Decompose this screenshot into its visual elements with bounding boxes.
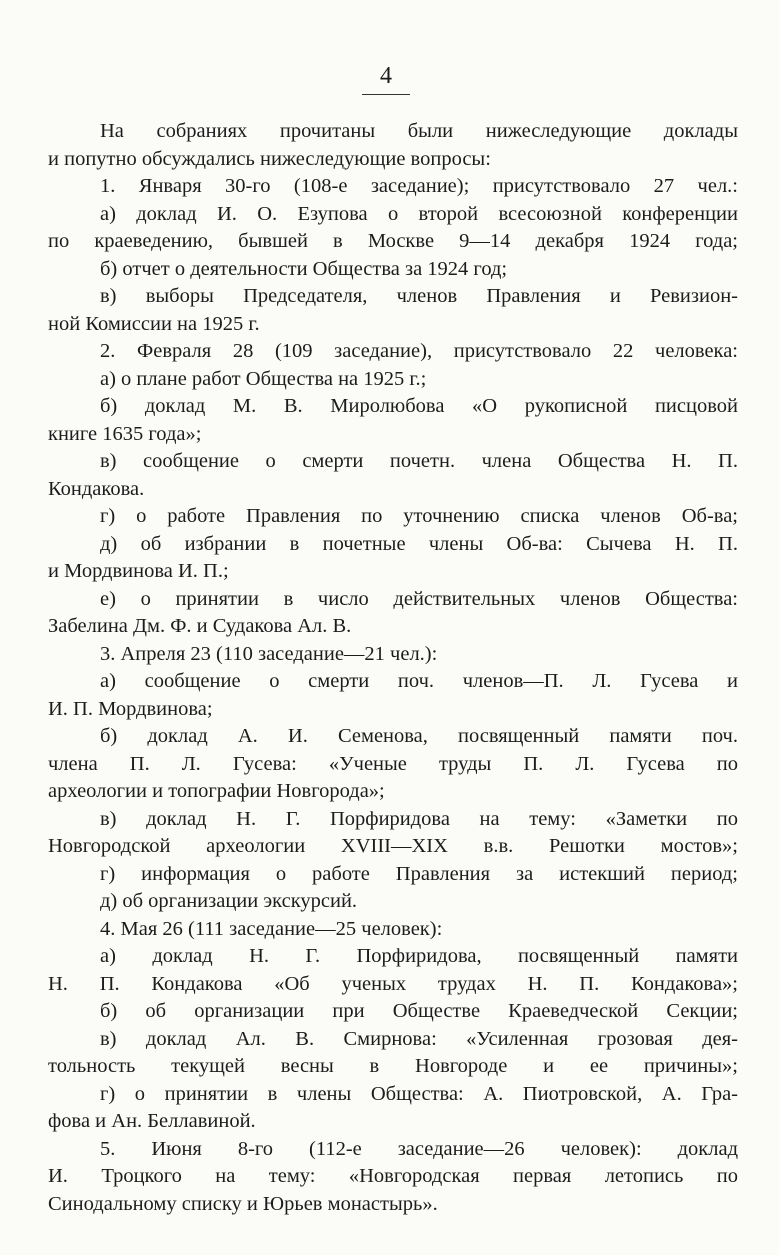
text-line: по краеведению, бывшей в Москве 9—14 декабря 1924 года; xyxy=(48,230,738,252)
text-line: 2. Февраля 28 (109 заседание), присутствовало 22 человека: xyxy=(100,340,738,362)
text-line: 4. Мая 26 (111 заседание—25 человек): xyxy=(100,917,443,940)
text-line: в) выборы Председателя, членов Правления и Ревизион- xyxy=(100,285,738,307)
text-line: члена П. Л. Гусева: «Ученые труды П. Л. Гусева по xyxy=(48,752,738,775)
text-line: Синодальному списку и Юрьев монастырь». xyxy=(48,1192,438,1215)
text-line: д) об организации экскурсий. xyxy=(100,890,358,912)
text-line: б) доклад М. В. Миролюбова «О рукописной писцовой xyxy=(100,395,738,417)
text-line: ной Комиссии на 1925 г. xyxy=(48,312,260,335)
text-line: и попутно обсуждались нижеследующие вопросы: xyxy=(48,147,491,170)
text-line: е) о принятии в число действительных членов Общества: xyxy=(100,587,738,610)
text-line: и Мордвинова И. П.; xyxy=(48,560,229,582)
text-line: 1. Января 30-го (108-е заседание); присутствовало 27 чел.: xyxy=(100,175,738,197)
text-line: а) доклад Н. Г. Порфиридова, посвященный памяти xyxy=(100,945,738,967)
text-line: И. П. Мордвинова; xyxy=(48,697,213,720)
text-line: Кондакова. xyxy=(48,477,145,500)
text-line: в) доклад Ал. В. Смирнова: «Усиленная грозовая дея- xyxy=(100,1027,738,1050)
text-line: И. Троцкого на тему: «Новгородская первая летопись по xyxy=(48,1165,738,1187)
text-line: г) информация о работе Правления за истекший период; xyxy=(100,862,738,885)
text-line: Забелина Дм. Ф. и Судакова Ал. В. xyxy=(48,615,352,637)
text-line: 3. Апреля 23 (110 заседание—21 чел.): xyxy=(100,642,438,665)
text-line: б) доклад А. И. Семенова, посвященный памяти поч. xyxy=(100,725,738,747)
page-number: 4 xyxy=(380,63,392,89)
text-line: тольность текущей весны в Новгороде и ее причины»; xyxy=(48,1055,738,1077)
page-number-rule xyxy=(362,94,410,95)
text-line: фова и Ан. Беллавиной. xyxy=(48,1110,256,1132)
text-line: Новгородской археологии XVIII—XIX в.в. Решотки мостов»; xyxy=(48,835,738,857)
text-line: д) об избрании в почетные члены Об-ва: Сычева Н. П. xyxy=(100,532,738,555)
text-line: книге 1635 года»; xyxy=(48,422,202,445)
text-line: б) об организации при Обществе Краеведческой Секции; xyxy=(100,1000,738,1022)
text-line: в) доклад Н. Г. Порфиридова на тему: «Заметки по xyxy=(100,807,738,830)
text-line: 5. Июня 8-го (112-е заседание—26 человек): доклад xyxy=(100,1137,738,1160)
text-line: г) о работе Правления по уточнению списка членов Об-ва; xyxy=(100,505,738,527)
text-line: На собраниях прочитаны были нижеследующие доклады xyxy=(100,120,738,142)
text-line: а) о плане работ Общества на 1925 г.; xyxy=(100,367,427,390)
body-text xyxy=(48,118,738,1218)
text-line: Н. П. Кондакова «Об ученых трудах Н. П. Кондакова»; xyxy=(48,972,738,995)
text-line: г) о принятии в члены Общества: А. Пиотровской, А. Гра- xyxy=(100,1082,738,1105)
text-line: в) сообщение о смерти почетн. члена Общества Н. П. xyxy=(100,450,738,472)
text-line: б) отчет о деятельности Общества за 1924 год; xyxy=(100,257,508,280)
text-line: а) доклад И. О. Езупова о второй всесоюзной конференции xyxy=(100,202,738,225)
text-line: археологии и топографии Новгорода»; xyxy=(48,780,385,802)
text-line: а) сообщение о смерти поч. членов—П. Л. Гусева и xyxy=(100,670,738,692)
